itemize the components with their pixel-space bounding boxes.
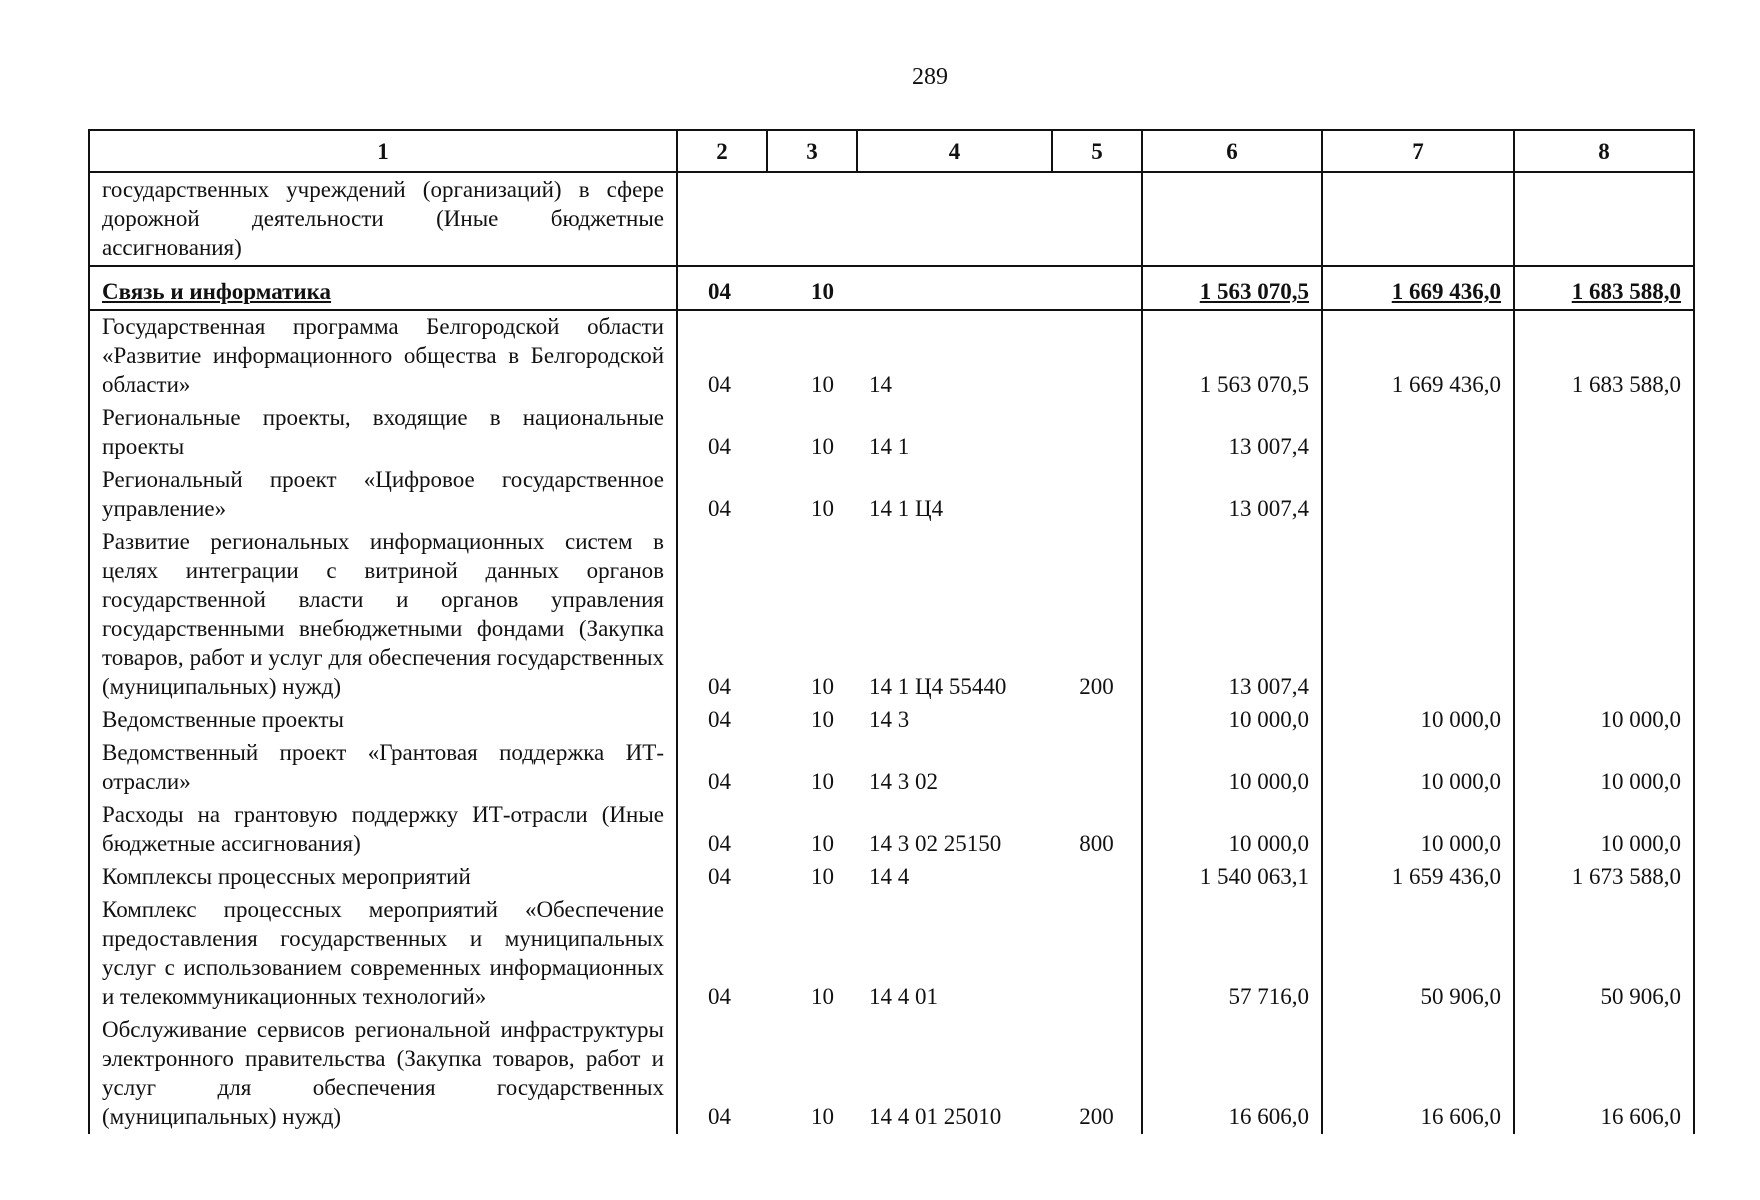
row-value-8 xyxy=(1514,464,1694,526)
row-target-article: 14 xyxy=(869,372,892,397)
row-name: Связь и информатика xyxy=(89,266,677,310)
header-col-6: 6 xyxy=(1142,130,1322,172)
row-name: Ведомственные проекты xyxy=(89,704,677,737)
row-value-6: 1 540 063,1 xyxy=(1142,861,1322,894)
row-value-6: 1 563 070,5 xyxy=(1142,266,1322,310)
row-expense-type xyxy=(1052,894,1142,1014)
row-value-7: 10 000,0 xyxy=(1322,704,1514,737)
row-section: 04 xyxy=(677,266,767,310)
table-row xyxy=(89,1014,1694,1134)
header-col-7: 7 xyxy=(1322,130,1514,172)
row-target-article: 14 1 Ц4 xyxy=(869,496,944,521)
row-value-6 xyxy=(1142,172,1322,266)
row-target-article: 14 3 02 xyxy=(869,769,938,794)
row-value-6: 10 000,0 xyxy=(1142,799,1322,861)
row-value-8: 50 906,0 xyxy=(1514,894,1694,1014)
row-section: 04 xyxy=(677,894,767,1014)
row-section: 04 xyxy=(677,737,767,799)
row-section: 04 xyxy=(677,1014,767,1134)
row-section: 04 xyxy=(677,526,767,704)
row-expense-type: 200 xyxy=(1052,526,1142,704)
row-expense-type xyxy=(1052,266,1142,310)
row-section: 04 xyxy=(677,464,767,526)
header-col-1: 1 xyxy=(89,130,677,172)
row-value-8: 1 683 588,0 xyxy=(1514,310,1694,402)
row-value-7 xyxy=(1322,172,1514,266)
row-section: 04 xyxy=(677,799,767,861)
row-value-6: 10 000,0 xyxy=(1142,737,1322,799)
row-value-8: 10 000,0 xyxy=(1514,799,1694,861)
header-col-8: 8 xyxy=(1514,130,1694,172)
budget-table xyxy=(88,129,1695,1134)
row-target-article: 14 3 02 25150 xyxy=(869,831,1002,856)
row-subsection xyxy=(767,172,857,266)
row-value-6: 13 007,4 xyxy=(1142,464,1322,526)
row-value-7: 50 906,0 xyxy=(1322,894,1514,1014)
row-subsection: 10 xyxy=(811,434,834,459)
row-value-7: 1 669 436,0 xyxy=(1322,266,1514,310)
row-subsection: 10 xyxy=(811,864,834,889)
row-name: Комплекс процессных мероприятий «Обеспечение предоставления государственных и муниципальных услуг с использованием современных информационных и телекоммуникационных технологий» xyxy=(89,894,677,1014)
row-value-8 xyxy=(1514,402,1694,464)
row-subsection: 10 xyxy=(811,496,834,521)
row-name: Развитие региональных информационных систем в целях интеграции с витриной данных органов государственной власти и органов управления государственными внебюджетными фондами (Закупка товаров, работ и услуг для обеспечения государственных (муниципальных) нужд) xyxy=(89,526,677,704)
row-target-article: 14 4 xyxy=(869,864,910,889)
row-expense-type xyxy=(1052,737,1142,799)
row-value-7 xyxy=(1322,526,1514,704)
table-row xyxy=(89,894,1694,1014)
row-name: государственных учреждений (организаций) в сфере дорожной деятельности (Иные бюджетные ассигнования) xyxy=(89,172,677,266)
row-value-8 xyxy=(1514,172,1694,266)
row-subsection: 10 xyxy=(811,372,834,397)
row-name: Ведомственный проект «Грантовая поддержка ИТ-отрасли» xyxy=(89,737,677,799)
row-value-8: 1 683 588,0 xyxy=(1514,266,1694,310)
row-target-article xyxy=(857,172,1052,266)
row-value-8: 1 673 588,0 xyxy=(1514,861,1694,894)
row-value-6: 16 606,0 xyxy=(1142,1014,1322,1134)
row-section: 04 xyxy=(677,402,767,464)
row-value-8: 10 000,0 xyxy=(1514,704,1694,737)
table-row xyxy=(89,799,1694,861)
row-expense-type xyxy=(1052,704,1142,737)
row-subsection: 10 xyxy=(811,1104,834,1129)
header-col-2: 2 xyxy=(677,130,767,172)
header-col-4: 4 xyxy=(857,130,1052,172)
header-col-3: 3 xyxy=(767,130,857,172)
row-subsection: 10 xyxy=(811,707,834,732)
row-section: 04 xyxy=(677,861,767,894)
row-expense-type xyxy=(1052,402,1142,464)
table-row xyxy=(89,737,1694,799)
row-value-7: 1 659 436,0 xyxy=(1322,861,1514,894)
row-expense-type xyxy=(1052,861,1142,894)
row-value-8: 10 000,0 xyxy=(1514,737,1694,799)
table-row xyxy=(89,402,1694,464)
row-value-7 xyxy=(1322,464,1514,526)
table-row xyxy=(89,704,1694,737)
row-subsection: 10 xyxy=(811,674,834,699)
row-value-6: 57 716,0 xyxy=(1142,894,1322,1014)
row-value-6: 13 007,4 xyxy=(1142,526,1322,704)
row-name: Комплексы процессных мероприятий xyxy=(89,861,677,894)
row-name: Государственная программа Белгородской области «Развитие информационного общества в Белгородской области» xyxy=(89,310,677,402)
table-row xyxy=(89,861,1694,894)
table-row-section xyxy=(89,266,1694,310)
row-expense-type xyxy=(1052,172,1142,266)
row-subsection: 10 xyxy=(811,769,834,794)
row-section: 04 xyxy=(677,704,767,737)
row-expense-type xyxy=(1052,464,1142,526)
row-value-6: 13 007,4 xyxy=(1142,402,1322,464)
row-name: Расходы на грантовую поддержку ИТ-отрасли (Иные бюджетные ассигнования) xyxy=(89,799,677,861)
row-target-article: 14 3 xyxy=(869,707,910,732)
row-target-article: 14 4 01 xyxy=(869,984,938,1009)
table-row xyxy=(89,172,1694,266)
row-subsection: 10 xyxy=(767,266,857,310)
row-value-8 xyxy=(1514,526,1694,704)
row-target-article: 14 1 Ц4 55440 xyxy=(869,674,1007,699)
row-value-7: 1 669 436,0 xyxy=(1322,310,1514,402)
row-value-7 xyxy=(1322,402,1514,464)
row-subsection: 10 xyxy=(811,984,834,1009)
row-expense-type: 800 xyxy=(1052,799,1142,861)
row-name: Обслуживание сервисов региональной инфраструктуры электронного правительства (Закупка товаров, работ и услуг для обеспечения государственных (муниципальных) нужд) xyxy=(89,1014,677,1134)
row-value-7: 10 000,0 xyxy=(1322,799,1514,861)
row-target-article xyxy=(857,266,1052,310)
row-section: 04 xyxy=(677,310,767,402)
row-name: Региональные проекты, входящие в национальные проекты xyxy=(89,402,677,464)
page-number: 289 xyxy=(912,64,948,90)
row-target-article: 14 1 xyxy=(869,434,910,459)
row-value-7: 16 606,0 xyxy=(1322,1014,1514,1134)
row-value-6: 1 563 070,5 xyxy=(1142,310,1322,402)
row-name: Региональный проект «Цифровое государственное управление» xyxy=(89,464,677,526)
row-target-article: 14 4 01 25010 xyxy=(869,1104,1002,1129)
table-row xyxy=(89,310,1694,402)
table-row xyxy=(89,526,1694,704)
table-header-row xyxy=(89,130,1694,172)
header-col-5: 5 xyxy=(1052,130,1142,172)
table-row xyxy=(89,464,1694,526)
row-value-6: 10 000,0 xyxy=(1142,704,1322,737)
row-subsection: 10 xyxy=(811,831,834,856)
row-expense-type: 200 xyxy=(1052,1014,1142,1134)
row-section xyxy=(677,172,767,266)
row-value-8: 16 606,0 xyxy=(1514,1014,1694,1134)
row-value-7: 10 000,0 xyxy=(1322,737,1514,799)
row-expense-type xyxy=(1052,310,1142,402)
